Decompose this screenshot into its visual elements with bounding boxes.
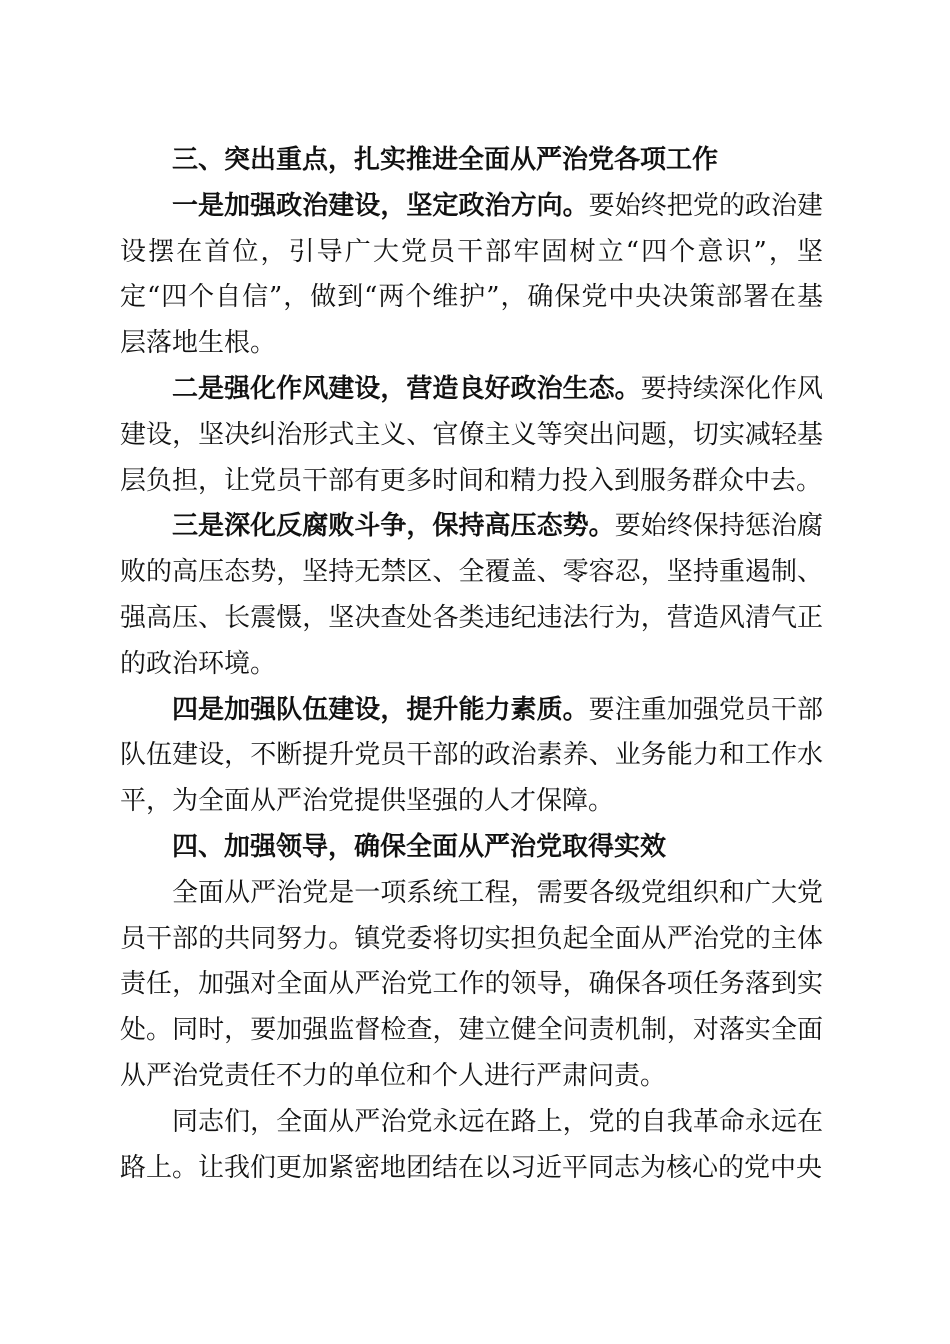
paragraph-lead: 一是加强政治建设，坚定政治方向。 <box>172 190 589 221</box>
paragraph-text: 要始终保持惩治腐败的高压态势，坚持无禁区、全覆盖、零容忍，坚持重遏制、强高压、长震慑，坚决查处各类违纪违法行为，营造风清气正的政治环境。 <box>120 511 823 679</box>
paragraph-text: 要持续深化作风建设，坚决纠治形式主义、官僚主义等突出问题，切实减轻基层负担，让党员干部有更多时间和精力投入到服务群众中去。 <box>120 373 823 496</box>
paragraph-lead: 三是深化反腐败斗争，保持高压态势。 <box>172 511 615 542</box>
paragraph-text-2: 同志们，全面从严治党永远在路上，党的自我革命永远在路上。让我们更加紧密地团结在以习近平同志为核心的党中央 <box>120 1106 823 1183</box>
paragraph-item-1 <box>120 184 823 367</box>
paragraph-text: 要注重加强党员干部队伍建设，不断提升党员干部的政治素养、业务能力和工作水平，为全面从严治党提供坚强的人才保障。 <box>120 694 823 817</box>
paragraph-item-4 <box>120 688 823 825</box>
paragraph-text-1: 全面从严治党是一项系统工程，需要各级党组织和广大党员干部的共同努力。镇党委将切实担负起全面从严治党的主体责任，加强对全面从严治党工作的领导，确保各项任务落到实处。同时，要加强监督检查，建立健全问责机制，对落实全面从严治党责任不力的单位和个人进行严肃问责。 <box>120 877 823 1091</box>
paragraph-text: 要始终把党的政治建设摆在首位，引导广大党员干部牢固树立“四个意识”，坚定“四个自信”，做到“两个维护”，确保党中央决策部署在基层落地生根。 <box>120 190 823 359</box>
section-heading-3: 三、突出重点，扎实推进全面从严治党各项工作 <box>172 145 719 175</box>
paragraph-lead: 四是加强队伍建设，提升能力素质。 <box>172 694 589 725</box>
section-heading-4: 四、加强领导，确保全面从严治党取得实效 <box>172 831 667 862</box>
paragraph-item-2 <box>120 367 823 504</box>
paragraph-lead: 二是强化作风建设，营造良好政治生态。 <box>172 373 641 404</box>
document-body <box>120 138 823 1191</box>
paragraph-item-3 <box>120 504 823 687</box>
